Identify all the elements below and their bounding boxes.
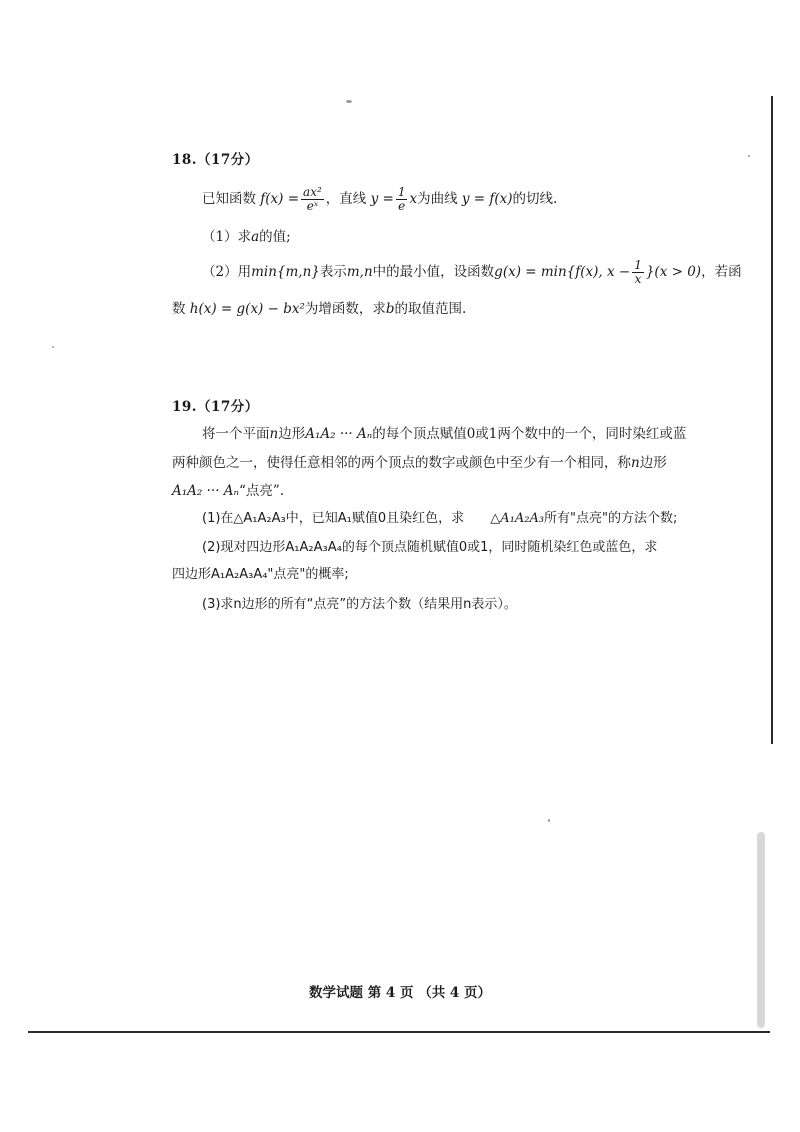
q19-part2-cont: 四边形A₁A₂A₃A₄"点亮"的概率; <box>172 567 349 582</box>
q18-part2: （2）用min{m,n}表示m,n中的最小值，设函数g(x) = min{f(x), x − $\frac{1}{x}$ }(x > 0)，若函 <box>202 258 742 286</box>
q18-heading: 18.（17分） <box>172 152 259 168</box>
fraction: $\frac{1}{x}$ <box>634 258 642 286</box>
fraction: $\frac{1}{e}$ <box>397 185 406 213</box>
q19-part1: (1)在△A₁A₂A₃中，已知A₁赋值0且染红色，求 △A₁A₂A₃所有"点亮"的方法个数; <box>202 511 678 526</box>
q19-part2: (2)现对四边形A₁A₂A₃A₄的每个顶点随机赋值0或1，同时随机染红色或蓝色，求 <box>202 540 658 555</box>
fraction: $\frac{\text{ax²}}{\text{eˣ}}$ <box>303 185 322 213</box>
q18-part1: （1）求a的值; <box>202 229 291 245</box>
scan-speck <box>748 155 750 157</box>
q18-part2-cont: 数 h(x) = g(x) − bx²为增函数，求b的取值范围. <box>172 301 467 317</box>
q19-line2: 两种颜色之一，使得任意相邻的两个顶点的数字或颜色中至少有一个相同，称n边形 <box>172 455 667 471</box>
scan-speck <box>52 346 54 348</box>
scan-border-right <box>771 96 773 744</box>
q19-line1: 将一个平面n边形A₁A₂ ··· Aₙ的每个顶点赋值0或1两个数中的一个，同时染红或蓝 <box>202 426 687 442</box>
page-footer: 数学试题 第 4 页 （共 4 页） <box>309 985 491 1001</box>
q19-line3: A₁A₂ ··· Aₙ“点亮”. <box>172 483 285 499</box>
q19-heading: 19.（17分） <box>172 399 259 415</box>
scan-border-bottom <box>28 1031 770 1033</box>
q19-part3: (3)求n边形的所有“点亮”的方法个数（结果用n表示）。 <box>202 597 517 612</box>
scan-speck <box>548 819 550 822</box>
q18-intro: 已知函数 f(x) = $\frac{\text{ax²}}{\text{eˣ}}$ ，直线 y = $\frac{1}{e}$ x为曲线 y = f(x)的切线. <box>202 185 558 213</box>
scan-speck <box>346 100 352 103</box>
